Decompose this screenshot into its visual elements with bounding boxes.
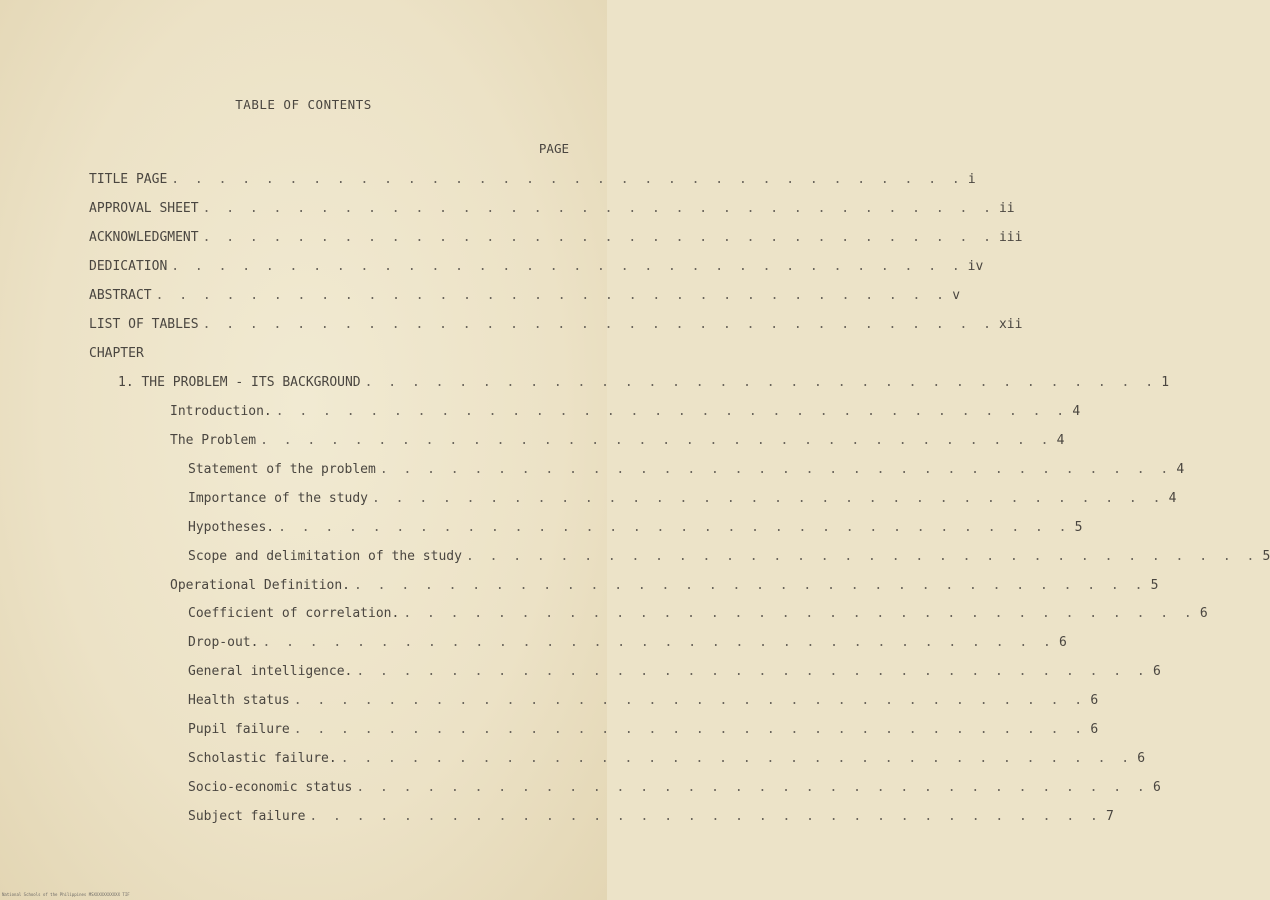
- toc-entry-page: iv: [967, 259, 984, 274]
- toc-entry-label: 1. THE PROBLEM - ITS BACKGROUND: [118, 375, 361, 390]
- toc-entry-page: ii: [998, 201, 1015, 216]
- toc-entry-statement-of-problem: [188, 461, 1185, 479]
- toc-entry-page: i: [967, 172, 976, 187]
- dot-leader: . . . . . . . . . . . . . . . . . . . . . . . . . . . . . . . . . .: [354, 578, 1147, 593]
- toc-entry-page: 6: [1137, 751, 1146, 766]
- toc-entry-label: LIST OF TABLES: [89, 317, 199, 332]
- dot-leader: . . . . . . . . . . . . . . . . . . . . . . . . . . . . . . . . . .: [309, 809, 1102, 824]
- toc-entry-acknowledgment: [89, 229, 1023, 247]
- dot-leader: . . . . . . . . . . . . . . . . . . . . . . . . . . . . . . . . . .: [260, 433, 1053, 448]
- dot-leader: . . . . . . . . . . . . . . . . . . . . . . . . . . . . . . . . . .: [155, 288, 949, 303]
- toc-entry-page: 5: [1262, 549, 1270, 564]
- toc-entry-operational-definition: [170, 577, 1159, 595]
- toc-entry-introduction: [170, 403, 1081, 421]
- toc-entry-label: Importance of the study: [188, 491, 369, 506]
- toc-entry-label: Pupil failure: [188, 722, 290, 737]
- toc-entry-label: ACKNOWLEDGMENT: [89, 230, 199, 245]
- toc-entry-page: 4: [1168, 491, 1177, 506]
- toc-entry-general-intelligence: [188, 663, 1161, 681]
- toc-entry-label: Scope and delimitation of the study: [188, 549, 462, 564]
- dot-leader: . . . . . . . . . . . . . . . . . . . . . . . . . . . . . . . . . .: [356, 780, 1149, 795]
- toc-entry-the-problem: [170, 432, 1065, 450]
- toc-entry-label: Operational Definition.: [170, 578, 351, 593]
- dot-leader: . . . . . . . . . . . . . . . . . . . . . . . . . . . . . . . . . .: [262, 635, 1055, 650]
- toc-entry-scholastic-failure: [188, 750, 1146, 768]
- dot-leader: . . . . . . . . . . . . . . . . . . . . . . . . . . . . . . . . . .: [356, 664, 1149, 679]
- toc-entry-page: 4: [1056, 433, 1065, 448]
- toc-entry-pupil-failure: [188, 721, 1099, 739]
- toc-entry-page: 4: [1072, 404, 1081, 419]
- dot-leader: . . . . . . . . . . . . . . . . . . . . . . . . . . . . . . . . . .: [379, 462, 1173, 477]
- toc-entry-list-of-tables: [89, 316, 1023, 334]
- toc-entry-label: Statement of the problem: [188, 462, 376, 477]
- toc-entry-page: 6: [1152, 780, 1161, 795]
- dot-leader: . . . . . . . . . . . . . . . . . . . . . . . . . . . . . . . . . .: [293, 722, 1087, 737]
- toc-entry-label: Subject failure: [188, 809, 306, 824]
- dot-leader: . . . . . . . . . . . . . . . . . . . . . . . . . . . . . . . . . .: [171, 259, 964, 274]
- toc-entry-label: Health status: [188, 693, 290, 708]
- toc-entry-page: 4: [1176, 462, 1185, 477]
- dot-leader: . . . . . . . . . . . . . . . . . . . . . . . . . . . . . . . . . .: [278, 520, 1071, 535]
- toc-entry-label: Socio-economic status: [188, 780, 353, 795]
- dot-leader: . . . . . . . . . . . . . . . . . . . . . . . . . . . . . . . . . .: [372, 491, 1165, 506]
- toc-entry-page: v: [952, 288, 961, 303]
- dot-leader: . . . . . . . . . . . . . . . . . . . . . . . . . . . . . . . . . .: [340, 751, 1134, 766]
- toc-entry-socio-economic-status: [188, 779, 1161, 797]
- dot-leader: . . . . . . . . . . . . . . . . . . . . . . . . . . . . . . . . . .: [403, 606, 1196, 621]
- toc-entry-page: 6: [1090, 722, 1099, 737]
- chapter-heading: CHAPTER: [89, 346, 144, 361]
- toc-entry-abstract: [89, 287, 961, 305]
- dot-leader: . . . . . . . . . . . . . . . . . . . . . . . . . . . . . . . . . .: [293, 693, 1087, 708]
- toc-entry-page: 5: [1150, 578, 1159, 593]
- toc-entry-drop-out: [188, 634, 1067, 652]
- dot-leader: . . . . . . . . . . . . . . . . . . . . . . . . . . . . . . . . . .: [275, 404, 1069, 419]
- toc-entry-title-page: [89, 171, 976, 189]
- toc-entry-approval-sheet: [89, 200, 1015, 218]
- toc-entry-page: 6: [1059, 635, 1067, 650]
- toc-entry-label: General intelligence.: [188, 664, 353, 679]
- dot-leader: . . . . . . . . . . . . . . . . . . . . . . . . . . . . . . . . . .: [364, 375, 1158, 390]
- toc-entry-label: Drop-out.: [188, 635, 259, 650]
- toc-entry-label: ABSTRACT: [89, 288, 152, 303]
- dot-leader: . . . . . . . . . . . . . . . . . . . . . . . . . . . . . . . . . .: [202, 230, 995, 245]
- toc-entry-coefficient-of-correlation: [188, 605, 1208, 623]
- toc-entry-page: 6: [1090, 693, 1099, 708]
- toc-entry-health-status: [188, 692, 1099, 710]
- toc-entry-page: 6: [1152, 664, 1161, 679]
- toc-entry-label: TITLE PAGE: [89, 172, 168, 187]
- toc-entry-chapter-1: [118, 374, 1170, 392]
- toc-entry-dedication: [89, 258, 984, 276]
- dot-leader: . . . . . . . . . . . . . . . . . . . . . . . . . . . . . . . . . .: [202, 201, 995, 216]
- toc-entry-page: iii: [998, 230, 1023, 245]
- toc-entry-scope-and-delimitation: [188, 548, 1270, 566]
- toc-entry-label: Hypotheses.: [188, 520, 275, 535]
- toc-entry-label: APPROVAL SHEET: [89, 201, 199, 216]
- toc-entry-subject-failure: [188, 808, 1114, 826]
- toc-entry-label: DEDICATION: [89, 259, 168, 274]
- page-column-header: PAGE: [538, 141, 569, 156]
- document-title: TABLE OF CONTENTS: [235, 97, 372, 112]
- toc-entry-hypotheses: [188, 519, 1083, 537]
- toc-entry-page: 6: [1199, 606, 1208, 621]
- toc-entry-page: 7: [1105, 809, 1114, 824]
- toc-entry-label: Coefficient of correlation.: [188, 606, 400, 621]
- dot-leader: . . . . . . . . . . . . . . . . . . . . . . . . . . . . . . . . . .: [465, 549, 1259, 564]
- toc-entry-page: 1: [1161, 375, 1170, 390]
- toc-entry-page: xii: [998, 317, 1023, 332]
- toc-entry-label: The Problem: [170, 433, 257, 448]
- toc-entry-label: Introduction.: [170, 404, 272, 419]
- toc-entry-label: Scholastic failure.: [188, 751, 337, 766]
- toc-entry-page: 5: [1074, 520, 1083, 535]
- scan-footer-text: National Schools of the Philippines MSXXXXXXXXXXX TIF: [2, 892, 130, 897]
- dot-leader: . . . . . . . . . . . . . . . . . . . . . . . . . . . . . . . . . .: [171, 172, 964, 187]
- dot-leader: . . . . . . . . . . . . . . . . . . . . . . . . . . . . . . . . . .: [202, 317, 995, 332]
- toc-entry-importance-of-study: [188, 490, 1177, 508]
